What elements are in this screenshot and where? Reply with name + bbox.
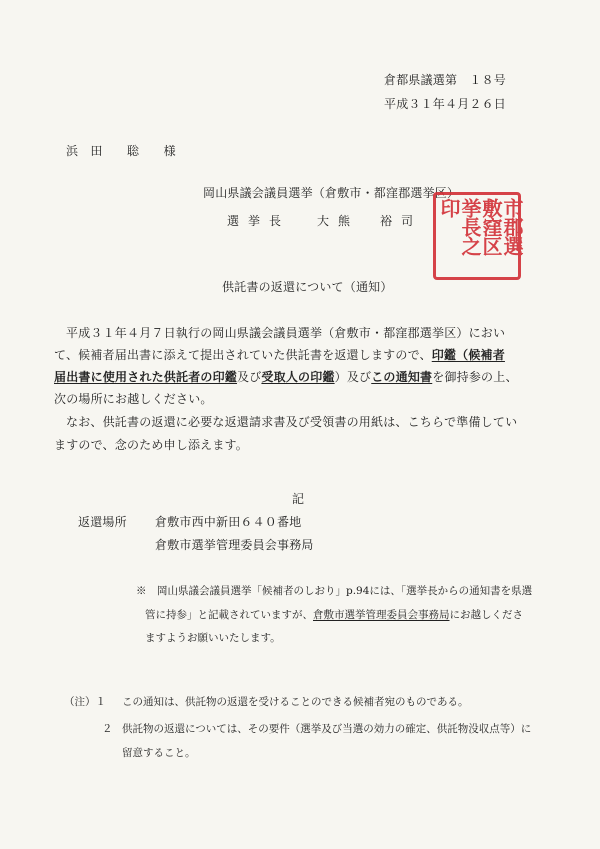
emphasis-recipient-seal: 受取人の印鑑: [261, 370, 335, 384]
footnote-1: この通知は、供託物の返還を受けることのできる候補者宛のものである。: [122, 696, 469, 708]
note-emphasis-office: 倉敷市選挙管理委員会事務局: [313, 609, 450, 621]
sender-election: 岡山県議会議員選挙（倉敷市・都窪郡選挙区）: [203, 186, 460, 200]
location-label: 返還場所: [78, 515, 127, 529]
sender-title: 選挙長: [227, 214, 291, 228]
subject: 供託書の返還について（通知）: [222, 280, 393, 294]
sender-name: 大熊 裕司: [317, 214, 423, 228]
note-line-3: ますようお願いいたします。: [145, 632, 281, 644]
official-seal: [433, 192, 524, 280]
ki-heading: 記: [292, 492, 305, 506]
note-line-1: ※ 岡山県議会議員選挙「候補者のしおり」p.94には、「選挙長からの通知書を県選: [136, 585, 533, 597]
body-line-3: [54, 368, 518, 385]
seal-col-4: 印: [437, 198, 461, 217]
emphasis-seal: 印鑑（候補者: [431, 348, 505, 362]
location-address: 倉敷市西中新田６４０番地: [155, 515, 302, 529]
body-line-6: ますので、念のため申し添えます。: [54, 438, 249, 452]
body-line-5: なお、供託書の返還に必要な返還請求書及び受領書の用紙は、こちらで準備してい: [66, 415, 518, 429]
note-text: 管に持参」と記載されていますが、: [145, 609, 313, 621]
body-line-2: [54, 346, 505, 363]
body-text: を御持参の上、: [432, 370, 518, 384]
emphasis-depositor-seal: 届出書に使用された供託者の印鑑: [54, 370, 238, 384]
body-text: て、候補者届出書に添えて提出されていた供託書を返還しますので、: [54, 348, 432, 362]
document-date: 平成３１年４月２６日: [384, 97, 507, 111]
body-text: 及び: [237, 370, 262, 384]
seal-col-2: 敷窪区: [479, 198, 503, 255]
footnote-2-number: ２: [102, 723, 113, 735]
note-text: にお越しくださ: [449, 609, 523, 621]
seal-col-1: 市郡選: [500, 198, 524, 255]
footnote-2-line-1: 供託物の返還については、その要件（選挙及び当選の効力の確定、供託物没収点等）に: [122, 723, 532, 735]
note-line-2: [145, 607, 523, 622]
seal-col-3: 挙長之: [458, 198, 482, 255]
footnote-label: （注）１: [64, 696, 106, 708]
document-number: 倉都県議選第 １８号: [384, 73, 507, 87]
body-line-4: 次の場所にお越しください。: [54, 392, 213, 406]
location-office: 倉敷市選挙管理委員会事務局: [155, 538, 314, 552]
footnote-2-line-2: 留意すること。: [122, 747, 196, 759]
emphasis-notice: この通知書: [371, 370, 433, 384]
addressee: 浜 田 聡 様: [66, 144, 176, 158]
body-text: ）及び: [334, 370, 372, 384]
body-line-1: 平成３１年４月７日執行の岡山県議会議員選挙（倉敷市・都窪郡選挙区）におい: [66, 326, 506, 340]
